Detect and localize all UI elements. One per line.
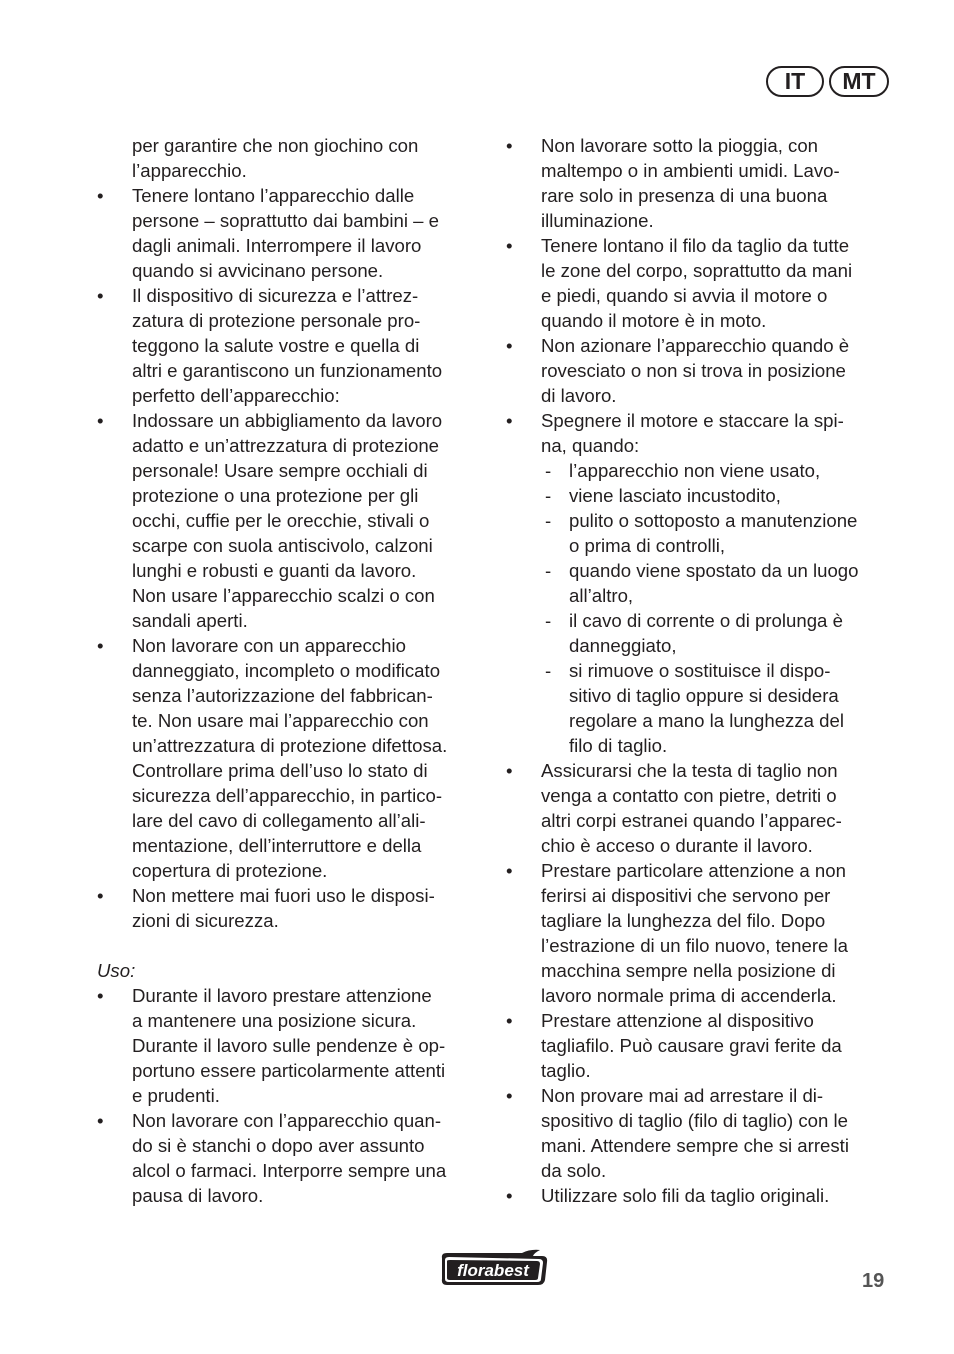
text-line: na, quando: [541, 435, 640, 456]
text-line: Prestare attenzione al dispositivo [541, 1010, 814, 1031]
continued-paragraph [97, 133, 481, 183]
bullet-item [97, 983, 481, 1108]
text-line: do si è stanchi o dopo aver assunto [132, 1135, 425, 1156]
text-line: o prima di controlli, [569, 535, 726, 556]
bullet-icon: • [97, 635, 104, 656]
text-line: filo di taglio. [569, 735, 668, 756]
bullet-item [97, 183, 481, 283]
text-line: un’attrezzatura di protezione difettosa. [132, 735, 448, 756]
bullet-icon: • [506, 860, 513, 881]
text-line: sitivo di taglio oppure si desidera [569, 685, 839, 706]
text-line: si rimuove o sostituisce il dispo- [569, 660, 831, 681]
text-line: Il dispositivo di sicurezza e l’attrez- [132, 285, 419, 306]
text-line: a mantenere una posizione sicura. [132, 1010, 417, 1031]
text-line: Spegnere il motore e staccare la spi- [541, 410, 844, 431]
text-line: personale! Usare sempre occhiali di [132, 460, 428, 481]
bullet-list [97, 983, 481, 1208]
text-line: sandali aperti. [132, 610, 248, 631]
text-line: pulito o sottoposto a manutenzione [569, 510, 858, 531]
text-line: da solo. [541, 1160, 607, 1181]
text-line: scarpe con suola antiscivolo, calzoni [132, 535, 433, 556]
bullet-item [97, 883, 481, 933]
florabest-logo [438, 1248, 551, 1288]
right-column [506, 133, 892, 1208]
dash-item [506, 608, 892, 658]
text-line: il cavo di corrente o di prolunga è [569, 610, 843, 631]
bullet-icon: • [506, 1085, 513, 1106]
bullet-item [506, 333, 892, 408]
text-line: lavoro normale prima di accenderla. [541, 985, 837, 1006]
bullet-icon: • [97, 885, 104, 906]
bullet-icon: • [506, 760, 513, 781]
text-line: viene lasciato incustodito, [569, 485, 781, 506]
bullet-list [97, 183, 481, 933]
text-line: Non lavorare con un apparecchio [132, 635, 406, 656]
text-line: sicurezza dell’apparecchio, in partico- [132, 785, 443, 806]
text-line: Non lavorare con l’apparecchio quan- [132, 1110, 442, 1131]
bullet-icon: • [97, 410, 104, 431]
text-line: altri corpi estranei quando l’apparec- [541, 810, 842, 831]
text-line: alcol o farmaci. Interporre sempre una [132, 1160, 447, 1181]
bullet-icon: • [506, 235, 513, 256]
bullet-item [97, 1108, 481, 1208]
text-line: Prestare particolare attenzione a non [541, 860, 846, 881]
bullet-item [506, 1183, 892, 1208]
text-line: lunghi e robusti e guanti da lavoro. [132, 560, 417, 581]
text-line: regolare a mano la lunghezza del [569, 710, 844, 731]
text-line: teggono la salute vostre e quella di [132, 335, 420, 356]
text-line: ferirsi ai dispositivi che servono per [541, 885, 831, 906]
text-line: lare del cavo di collegamento all’ali- [132, 810, 426, 831]
text-line: le zone del corpo, soprattutto da mani [541, 260, 853, 281]
text-line: per garantire che non giochino con [132, 135, 419, 156]
bullet-list [506, 758, 892, 1208]
dash-sub-list [506, 458, 892, 758]
dash-item [506, 483, 892, 508]
bullet-item [506, 233, 892, 333]
text-line: portuno essere particolarmente attenti [132, 1060, 446, 1081]
page-number: 19 [862, 1270, 885, 1292]
text-line: protezione o una protezione per gli [132, 485, 419, 506]
text-line: dagli animali. Interrompere il lavoro [132, 235, 422, 256]
logo-wordmark: florabest [457, 1261, 529, 1280]
dash-item [506, 508, 892, 558]
dash-item [506, 458, 892, 483]
dash-item [506, 558, 892, 608]
dash-icon: - [545, 510, 552, 531]
text-line: occhi, cuffie per le orecchie, stivali o [132, 510, 430, 531]
dash-icon: - [545, 485, 552, 506]
text-line: Non lavorare sotto la pioggia, con [541, 135, 819, 156]
text-line: Tenere lontano il filo da taglio da tutte [541, 235, 850, 256]
text-line: l’estrazione di un filo nuovo, tenere la [541, 935, 848, 956]
bullet-list [506, 133, 892, 458]
lang-badge-it: IT [766, 66, 824, 97]
dash-icon: - [545, 460, 552, 481]
text-line: senza l’autorizzazione del fabbrican- [132, 685, 433, 706]
text-line: Non provare mai ad arrestare il di- [541, 1085, 824, 1106]
bullet-item [506, 133, 892, 233]
text-line: persone – soprattutto dai bambini – e [132, 210, 439, 231]
text-line: altri e garantiscono un funzionamento [132, 360, 443, 381]
bullet-icon: • [506, 135, 513, 156]
text-line: danneggiato, incompleto o modificato [132, 660, 441, 681]
section-heading-uso: Uso: [97, 960, 136, 981]
text-line: all’altro, [569, 585, 634, 606]
text-line: te. Non usare mai l’apparecchio con [132, 710, 429, 731]
text-line: l’apparecchio non viene usato, [569, 460, 821, 481]
left-column [97, 133, 481, 1208]
text-line: macchina sempre nella posizione di [541, 960, 836, 981]
text-line: mentazione, dell’interruttore e della [132, 835, 422, 856]
bullet-item [97, 408, 481, 633]
text-line: quando viene spostato da un luogo [569, 560, 859, 581]
text-line: e piedi, quando si avvia il motore o [541, 285, 828, 306]
text-line: rovesciato o non si trova in posizione [541, 360, 846, 381]
text-line: copertura di protezione. [132, 860, 328, 881]
text-line: di lavoro. [541, 385, 617, 406]
text-line: rare solo in presenza di una buona [541, 185, 828, 206]
text-line: Durante il lavoro sulle pendenze è op- [132, 1035, 446, 1056]
text-line: maltempo o in ambienti umidi. Lavo- [541, 160, 840, 181]
text-line: zatura di protezione personale pro- [132, 310, 421, 331]
bullet-item [97, 633, 481, 883]
text-line: taglio. [541, 1060, 591, 1081]
text-line: quando si avvicinano persone. [132, 260, 384, 281]
bullet-item [506, 408, 892, 458]
text-line: illuminazione. [541, 210, 654, 231]
text-line: Indossare un abbigliamento da lavoro [132, 410, 443, 431]
bullet-icon: • [506, 1010, 513, 1031]
text-line: venga a contatto con pietre, detriti o [541, 785, 837, 806]
text-line: Non usare l’apparecchio scalzi o con [132, 585, 435, 606]
text-line: l’apparecchio. [132, 160, 247, 181]
text-line: adatto e un’attrezzatura di protezione [132, 435, 439, 456]
text-line: pausa di lavoro. [132, 1185, 264, 1206]
text-line: danneggiato, [569, 635, 677, 656]
dash-icon: - [545, 660, 552, 681]
text-line: Utilizzare solo fili da taglio originali. [541, 1185, 830, 1206]
text-line: tagliare la lunghezza del filo. Dopo [541, 910, 826, 931]
bullet-item [506, 1083, 892, 1183]
text-line: mani. Attendere sempre che si arresti [541, 1135, 849, 1156]
text-line: Non mettere mai fuori uso le disposi- [132, 885, 435, 906]
text-line: zioni di sicurezza. [132, 910, 279, 931]
bullet-icon: • [97, 285, 104, 306]
bullet-icon: • [97, 985, 104, 1006]
bullet-icon: • [506, 410, 513, 431]
bullet-icon: • [506, 335, 513, 356]
bullet-icon: • [97, 185, 104, 206]
text-line: tagliafilo. Può causare gravi ferite da [541, 1035, 842, 1056]
bullet-icon: • [506, 1185, 513, 1206]
text-line: Assicurarsi che la testa di taglio non [541, 760, 838, 781]
lang-badge-mt: MT [829, 66, 889, 97]
bullet-icon: • [97, 1110, 104, 1131]
text-line: e prudenti. [132, 1085, 220, 1106]
text-line: Non azionare l’apparecchio quando è [541, 335, 850, 356]
text-line: quando il motore è in moto. [541, 310, 767, 331]
bullet-item [506, 758, 892, 858]
text-line: Tenere lontano l’apparecchio dalle [132, 185, 415, 206]
bullet-item [506, 858, 892, 1008]
text-line: Controllare prima dell’uso lo stato di [132, 760, 428, 781]
dash-icon: - [545, 560, 552, 581]
dash-icon: - [545, 610, 552, 631]
text-line: spositivo di taglio (filo di taglio) con le [541, 1110, 848, 1131]
text-line: chio è acceso o durante il lavoro. [541, 835, 813, 856]
bullet-item [97, 283, 481, 408]
bullet-item [506, 1008, 892, 1083]
text-line: Durante il lavoro prestare attenzione [132, 985, 432, 1006]
text-line: perfetto dell’apparecchio: [132, 385, 340, 406]
dash-item [506, 658, 892, 758]
